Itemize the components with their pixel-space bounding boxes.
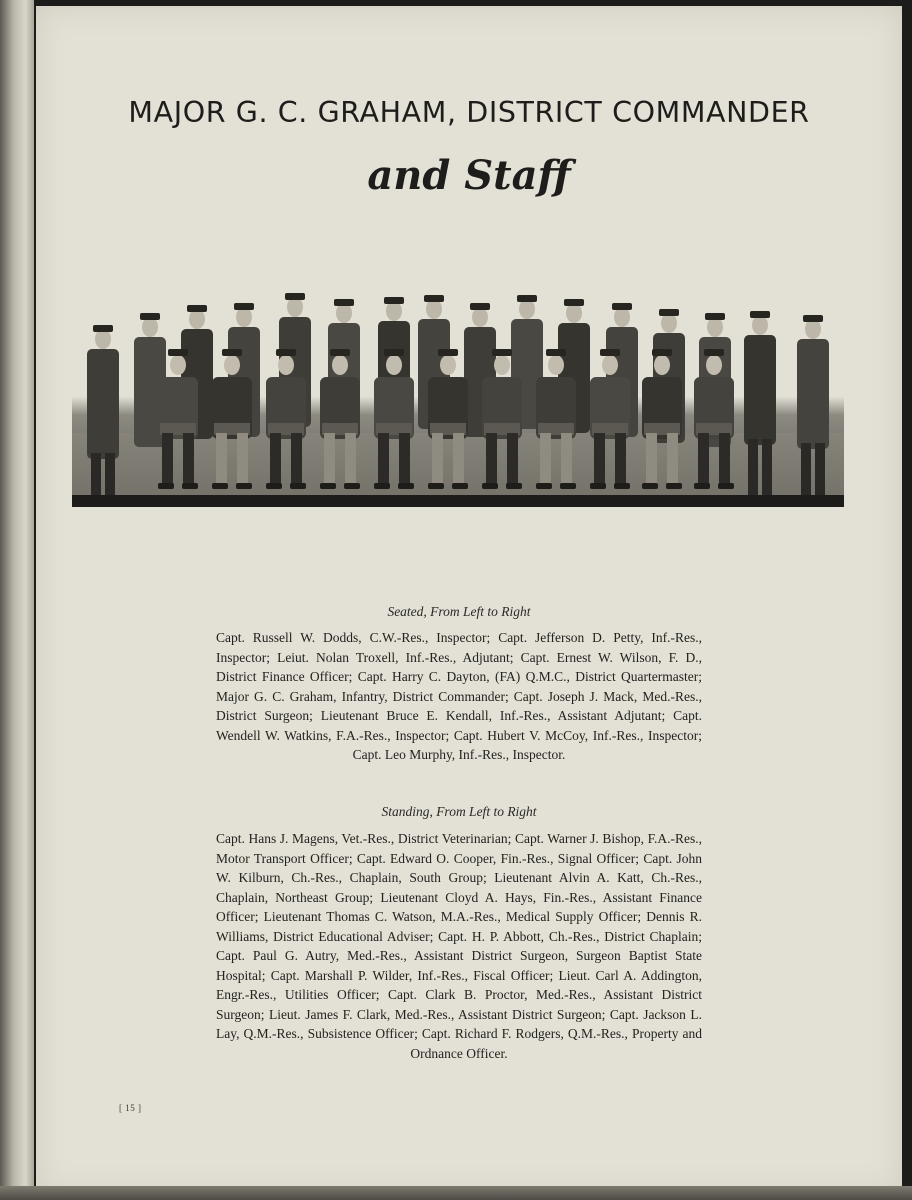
page-title: MAJOR G. C. GRAHAM, DISTRICT COMMANDER (128, 96, 810, 129)
page-number: [ 15 ] (119, 1103, 142, 1113)
binding-edge (0, 0, 34, 1200)
standing-heading: Standing, From Left to Right (381, 804, 537, 819)
standing-names: Capt. Hans J. Magens, Vet.-Res., District Veterinarian; Capt. Warner J. Bishop, F.A.-Res., Motor Transport Officer; Capt. Edward O. Cooper, Fin.-Res., Signal Officer; Capt. John W. Kilburn, Ch.-Res., Chaplain, South Group; Lieutenant Alvin A. Katt, Ch.-Res., Chaplain, Northeast Group; Lieutenant Cloyd A. Hays, Fin.-Res., Assistant Finance Officer; Lieutenant Thomas C. Watson, M.A.-Res., Medical Supply Officer; Dennis R. Williams, District Educational Adviser; Capt. H. P. Abbott, Ch.-Res., District Chaplain; Capt. Paul G. Autry, Med.-Res., Assistant District Surgeon, Surgeon Baptist State Hospital; Capt. Marshall P. Wilder, Inf.-Res., Fiscal Officer; Lieut. Carl A. Addington, Engr.-Res., Utilities Officer; Capt. Clark B. Proctor, Med.-Res., Assistant District Surgeon; Lieut. James F. Clark, Med.-Res., Assistant District Surgeon; Capt. Jackson L. Lay, Q.M.-Res., Subsistence Officer; Capt. Richard F. Rodgers, Q.M.-Res., Property and Ordnance Officer. (216, 831, 702, 1061)
seated-heading: Seated, From Left to Right (387, 604, 531, 619)
group-portrait-photo (72, 283, 844, 507)
page-subtitle: and Staff (367, 152, 571, 199)
seated-names: Capt. Russell W. Dodds, C.W.-Res., Inspector; Capt. Jefferson D. Petty, Inf.-Res., Inspector; Leiut. Nolan Troxell, Inf.-Res., Adjutant; Capt. Ernest W. Wilson, F. D., District Finance Officer; Capt. Harry C. Dayton, (FA) Q.M.C., District Quartermaster; Major G. C. Graham, Infantry, District Commander; Capt. Joseph J. Mack, Med.-Res., District Surgeon; Lieutenant Bruce E. Kendall, Inf.-Res., Assistant Adjutant; Capt. Wendell W. Watkins, F.A.-Res., Inspector; Capt. Hubert V. McCoy, Inf.-Res., Inspector; Capt. Leo Murphy, Inf.-Res., Inspector. (216, 630, 702, 762)
bottom-edge (0, 1186, 912, 1200)
